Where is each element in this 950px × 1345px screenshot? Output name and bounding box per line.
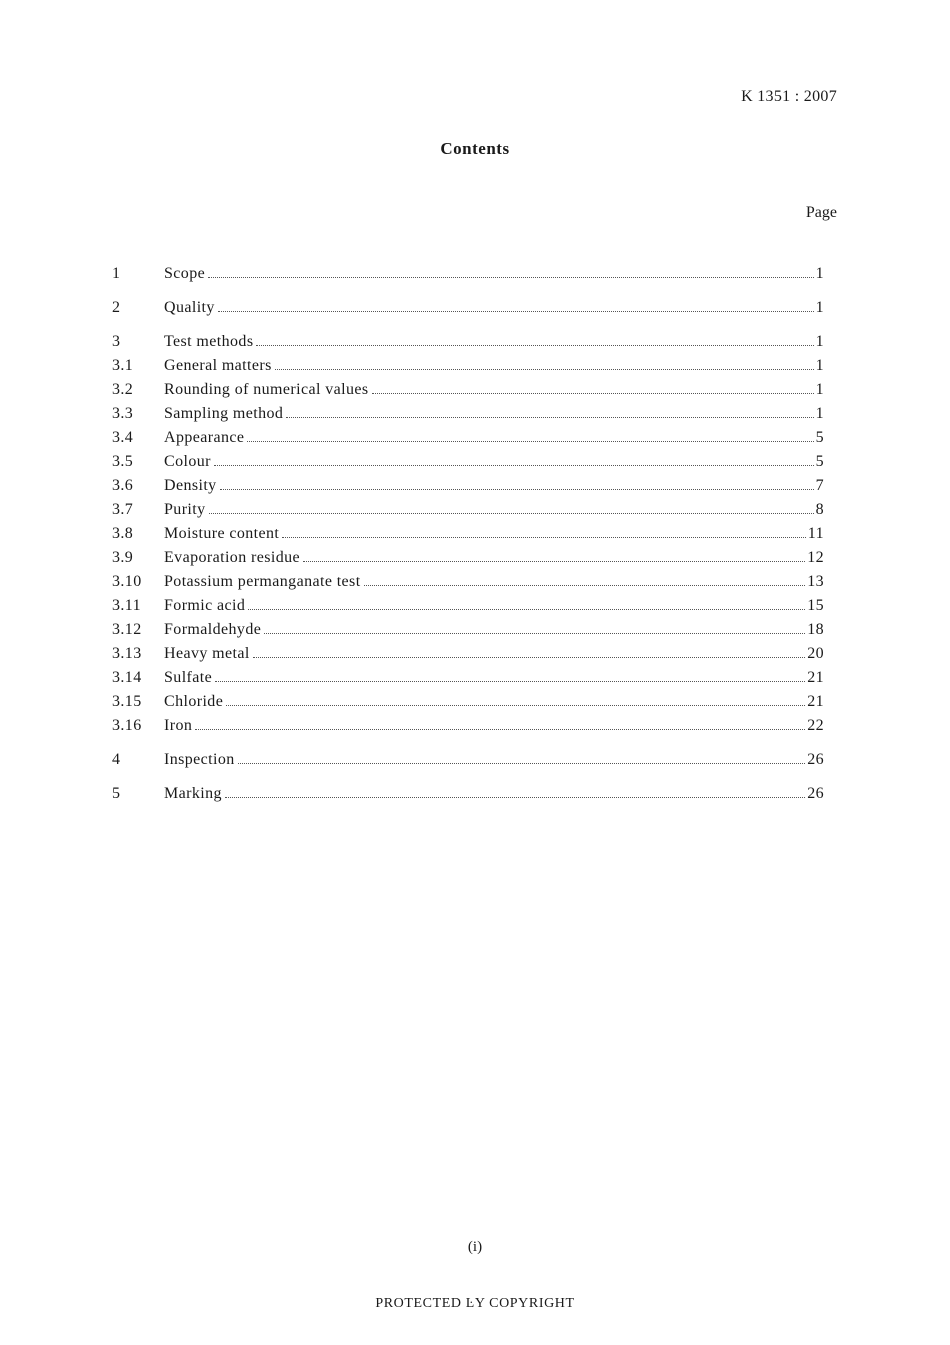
toc-page-number: 21 <box>807 669 824 686</box>
toc-entry[interactable] <box>112 429 824 453</box>
toc-dot-leader <box>220 489 814 490</box>
toc-section-number: 3.4 <box>112 429 134 446</box>
toc-section-number: 3.7 <box>112 501 134 518</box>
toc-page-number: 15 <box>807 597 824 614</box>
toc-page-number: 1 <box>815 333 824 350</box>
toc-section-title: Formaldehyde <box>164 621 262 638</box>
toc-dot-leader <box>195 729 805 730</box>
toc-section-title: Rounding of numerical values <box>164 381 369 398</box>
toc-section-number: 3.8 <box>112 525 134 542</box>
toc-section-title: Formic acid <box>164 597 246 614</box>
toc-dot-leader <box>225 797 805 798</box>
copyright-notice: PROTECTED ĿY COPYRIGHT <box>375 1296 575 1311</box>
toc-entry[interactable] <box>112 453 824 477</box>
toc-section-title: Appearance <box>164 429 245 446</box>
toc-section-title: Potassium permanganate test <box>164 573 361 590</box>
toc-page-number: 5 <box>815 453 824 470</box>
toc-entry[interactable] <box>112 693 824 717</box>
toc-section-number: 3.13 <box>112 645 142 662</box>
table-of-contents <box>112 265 824 809</box>
toc-entry[interactable] <box>112 477 824 501</box>
toc-page-number: 1 <box>815 405 824 422</box>
toc-entry[interactable] <box>112 549 824 573</box>
toc-section-number: 3.5 <box>112 453 134 470</box>
toc-entry[interactable] <box>112 621 824 645</box>
toc-entry[interactable] <box>112 597 824 621</box>
toc-entry[interactable] <box>112 265 824 289</box>
toc-section-title: Colour <box>164 453 211 470</box>
toc-entry[interactable] <box>112 751 824 775</box>
toc-section-title: Iron <box>164 717 193 734</box>
toc-entry[interactable] <box>112 573 824 597</box>
toc-page-number: 1 <box>815 299 824 316</box>
toc-section-title: General matters <box>164 357 272 374</box>
toc-dot-leader <box>275 369 814 370</box>
toc-section-title: Purity <box>164 501 206 518</box>
toc-dot-leader <box>214 465 814 466</box>
toc-dot-leader <box>209 513 814 514</box>
toc-dot-leader <box>286 417 813 418</box>
toc-section-title: Quality <box>164 299 215 316</box>
toc-dot-leader <box>264 633 805 634</box>
toc-page-number: 26 <box>807 751 824 768</box>
toc-page-number: 20 <box>807 645 824 662</box>
toc-entry[interactable] <box>112 785 824 809</box>
toc-section-title: Scope <box>164 265 206 282</box>
toc-page-number: 1 <box>815 265 824 282</box>
toc-section-number: 3.12 <box>112 621 142 638</box>
toc-section-number: 3.9 <box>112 549 134 566</box>
toc-section-number: 3.2 <box>112 381 134 398</box>
toc-page-number: 1 <box>815 381 824 398</box>
page-column-heading: Page <box>805 204 837 221</box>
toc-entry[interactable] <box>112 405 824 429</box>
toc-section-number: 3 <box>112 333 121 350</box>
toc-section-number: 3.14 <box>112 669 142 686</box>
toc-dot-leader <box>238 763 806 764</box>
toc-entry[interactable] <box>112 299 824 323</box>
toc-entry[interactable] <box>112 333 824 357</box>
toc-dot-leader <box>372 393 814 394</box>
toc-section-title: Sampling method <box>164 405 284 422</box>
toc-page-number: 12 <box>807 549 824 566</box>
toc-section-title: Density <box>164 477 217 494</box>
toc-page-number: 13 <box>807 573 824 590</box>
contents-title: Contents <box>440 139 510 158</box>
toc-dot-leader <box>253 657 805 658</box>
toc-dot-leader <box>226 705 805 706</box>
toc-section-title: Chloride <box>164 693 224 710</box>
toc-section-number: 3.10 <box>112 573 142 590</box>
toc-dot-leader <box>247 441 813 442</box>
toc-page-number: 11 <box>807 525 824 542</box>
toc-entry[interactable] <box>112 717 824 741</box>
toc-page-number: 1 <box>815 357 824 374</box>
toc-section-title: Test methods <box>164 333 254 350</box>
toc-dot-leader <box>218 311 814 312</box>
toc-entry[interactable] <box>112 381 824 405</box>
toc-section-number: 3.16 <box>112 717 142 734</box>
toc-page-number: 21 <box>807 693 824 710</box>
toc-dot-leader <box>208 277 813 278</box>
toc-entry[interactable] <box>112 525 824 549</box>
toc-section-number: 4 <box>112 751 121 768</box>
toc-entry[interactable] <box>112 501 824 525</box>
toc-page-number: 22 <box>807 717 824 734</box>
toc-dot-leader <box>303 561 805 562</box>
toc-entry[interactable] <box>112 645 824 669</box>
toc-dot-leader <box>256 345 813 346</box>
toc-section-number: 3.3 <box>112 405 134 422</box>
toc-page-number: 8 <box>815 501 824 518</box>
toc-section-title: Marking <box>164 785 222 802</box>
toc-entry[interactable] <box>112 357 824 381</box>
toc-entry[interactable] <box>112 669 824 693</box>
toc-dot-leader <box>364 585 806 586</box>
toc-section-number: 3.6 <box>112 477 134 494</box>
toc-dot-leader <box>215 681 805 682</box>
toc-section-title: Inspection <box>164 751 235 768</box>
toc-page-number: 7 <box>815 477 824 494</box>
toc-page-number: 18 <box>807 621 824 638</box>
toc-section-number: 3.11 <box>112 597 142 614</box>
page-number-footer: (i) <box>467 1239 483 1255</box>
toc-dot-leader <box>282 537 806 538</box>
toc-section-number: 1 <box>112 265 121 282</box>
toc-section-number: 2 <box>112 299 121 316</box>
document-number: K 1351 : 2007 <box>741 88 837 105</box>
toc-section-title: Sulfate <box>164 669 213 686</box>
toc-page-number: 5 <box>815 429 824 446</box>
toc-section-number: 5 <box>112 785 121 802</box>
toc-section-number: 3.15 <box>112 693 142 710</box>
toc-page-number: 26 <box>807 785 824 802</box>
toc-section-title: Heavy metal <box>164 645 250 662</box>
toc-section-title: Moisture content <box>164 525 280 542</box>
toc-section-number: 3.1 <box>112 357 134 374</box>
toc-section-title: Evaporation residue <box>164 549 300 566</box>
toc-dot-leader <box>248 609 805 610</box>
